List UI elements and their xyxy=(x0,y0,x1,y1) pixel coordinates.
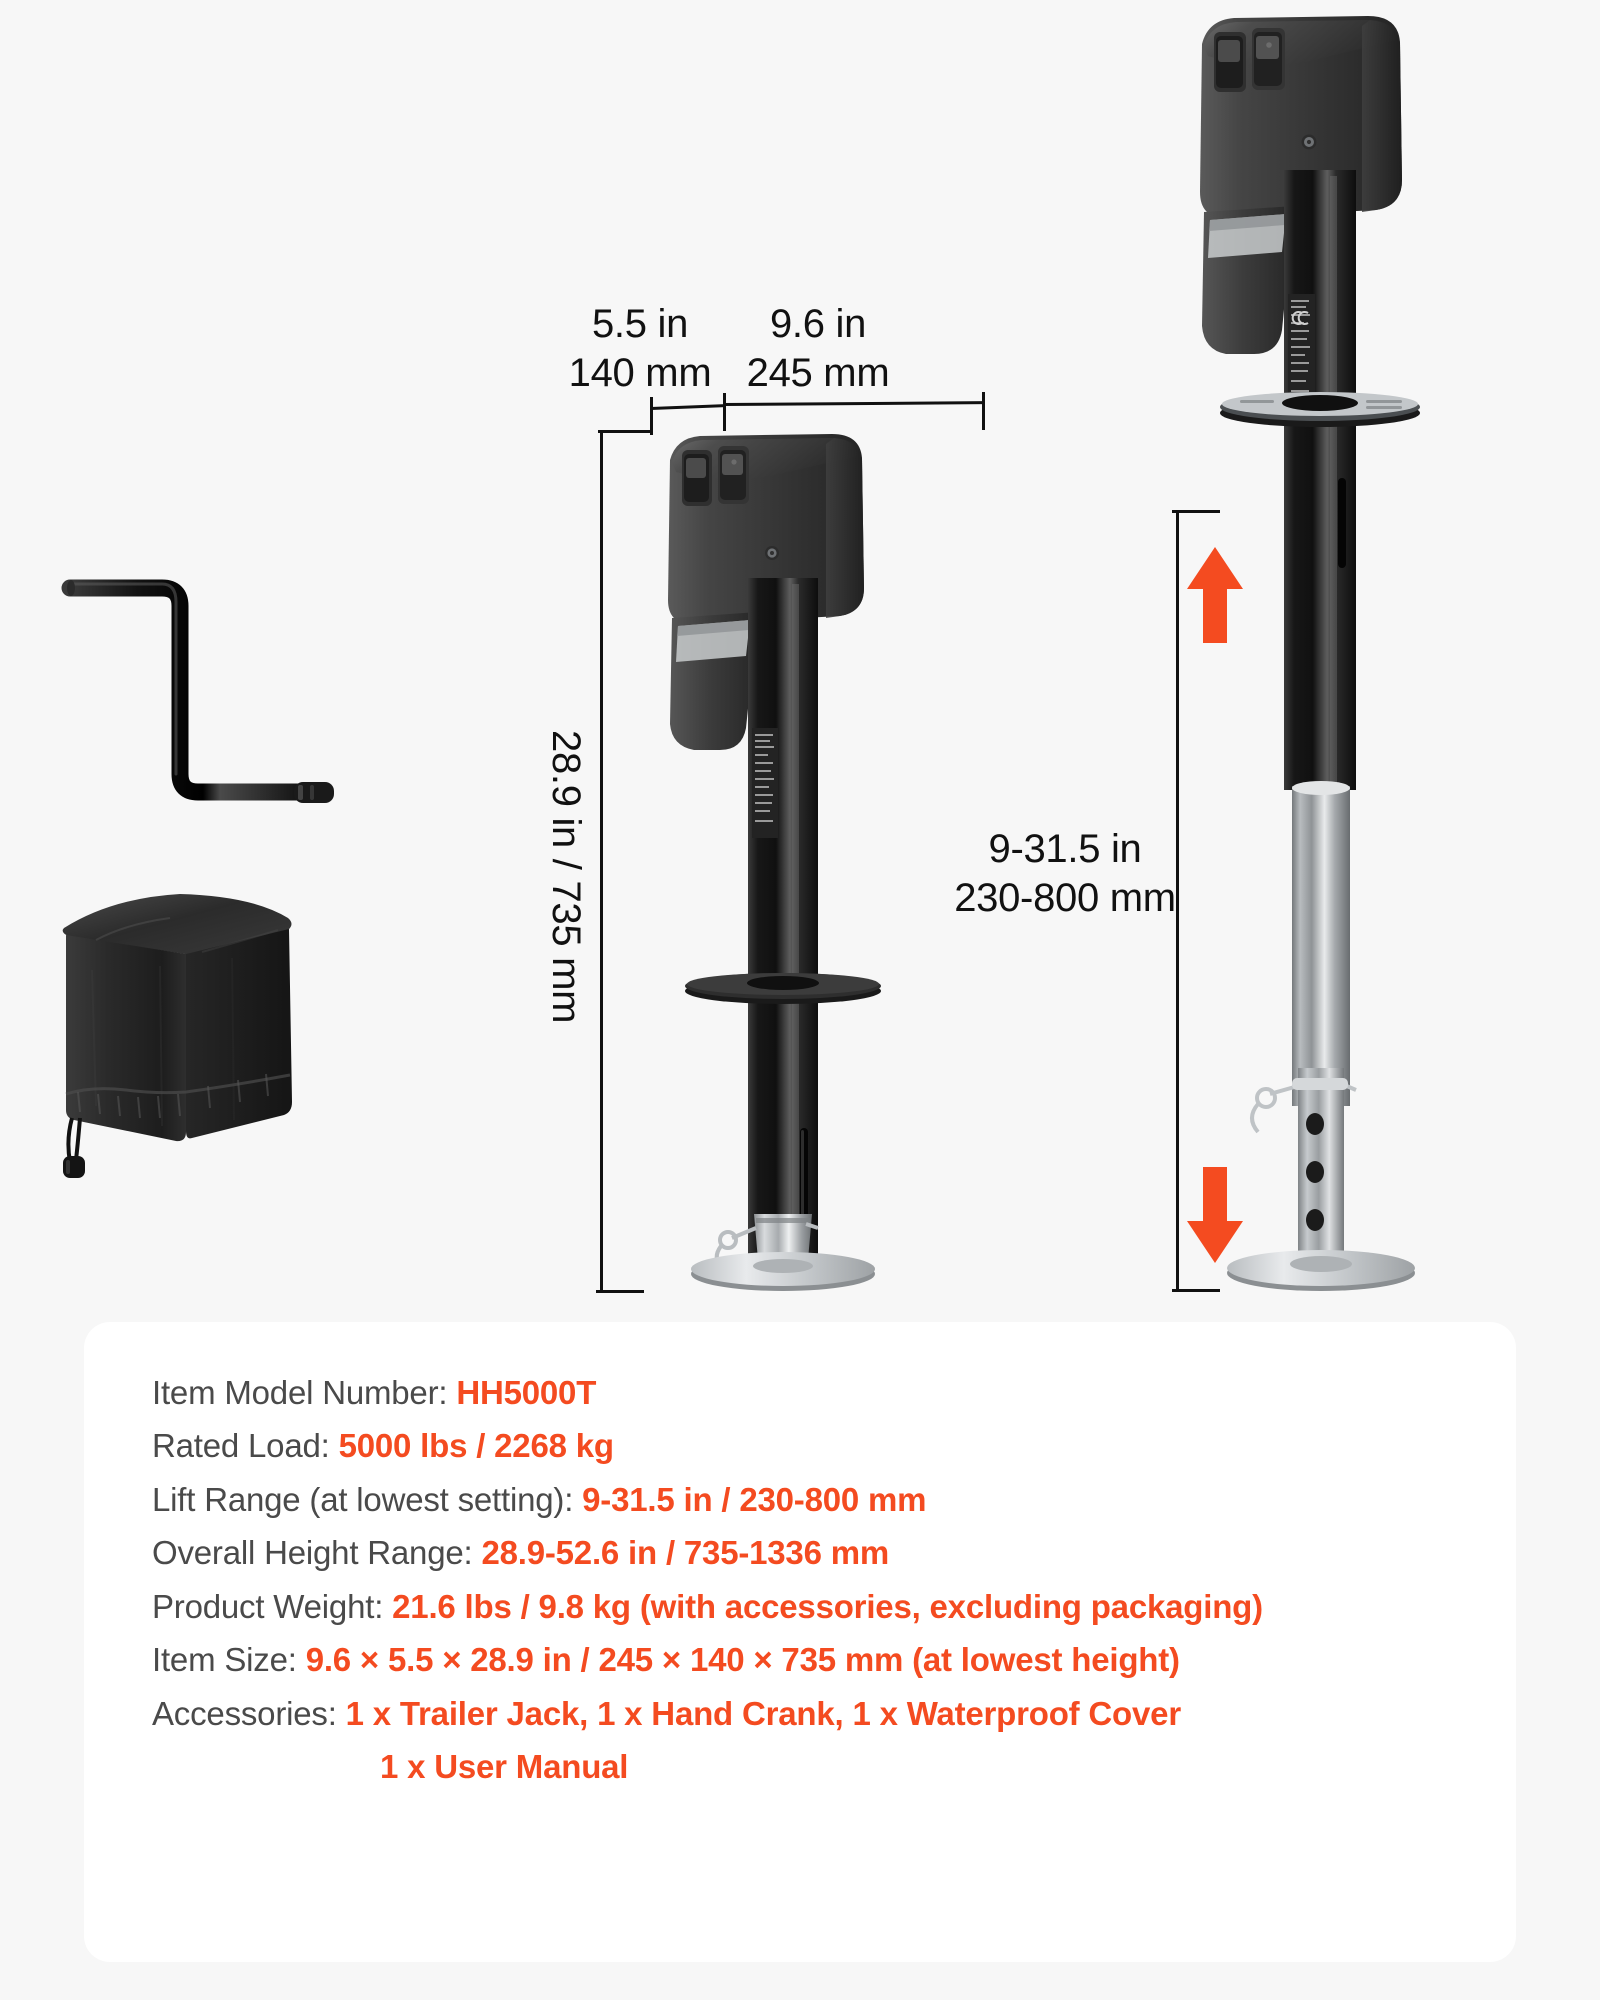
spec-row-rated-load xyxy=(152,1419,1486,1472)
adjustment-holes xyxy=(1306,1113,1324,1231)
width-front-dimension-line xyxy=(724,401,984,406)
spec-value-weight: 21.6 lbs / 9.8 kg (with accessories, excluding packaging) xyxy=(392,1587,1263,1625)
foot-plate xyxy=(1227,1250,1415,1291)
lift-range-tick-top xyxy=(1172,510,1220,513)
lift-range-label: 9-31.5 in 230-800 mm xyxy=(954,827,1176,920)
spec-value-item-size: 9.6 × 5.5 × 28.9 in / 245 × 140 × 735 mm (at lowest height) xyxy=(305,1641,1180,1679)
spec-label-accessories: Accessories: xyxy=(152,1694,346,1732)
spec-row-weight xyxy=(152,1580,1486,1633)
spec-label-weight: Product Weight: xyxy=(152,1587,393,1625)
spec-label-item-size: Item Size: xyxy=(152,1641,306,1679)
up-arrow-icon xyxy=(1185,545,1245,645)
spec-value-accessories-continued: 1 x User Manual xyxy=(380,1748,629,1786)
spec-value-height-range: 28.9-52.6 in / 735-1336 mm xyxy=(481,1534,889,1572)
down-arrow-icon xyxy=(1185,1165,1245,1265)
dim-tick-right xyxy=(982,392,985,430)
mounting-collar xyxy=(685,973,881,1004)
spec-value-rated-load: 5000 lbs / 2268 kg xyxy=(338,1427,614,1465)
foot-plate xyxy=(691,1252,875,1291)
mounting-collar xyxy=(1220,392,1420,427)
spec-row-item-size xyxy=(152,1633,1486,1686)
spec-value-accessories: 1 x Trailer Jack, 1 x Hand Crank, 1 x Waterproof Cover xyxy=(345,1694,1181,1732)
width-front-dimension-label: 9.6 in 245 mm xyxy=(746,302,890,395)
product-label-sticker xyxy=(1288,294,1315,406)
trailer-jack-extended-illustration xyxy=(1150,8,1490,1298)
spec-label-lift-range: Lift Range (at lowest setting): xyxy=(152,1480,583,1518)
lift-range-tick-bottom xyxy=(1172,1289,1220,1292)
specification-card xyxy=(84,1322,1516,1962)
hand-crank-illustration xyxy=(46,560,346,820)
overall-height-label: 28.9 in / 735 mm xyxy=(544,730,588,1024)
product-label-sticker xyxy=(752,728,778,838)
spec-row-model xyxy=(152,1366,1486,1419)
specification-list xyxy=(152,1366,1486,1794)
dim-tick-mid xyxy=(723,393,726,431)
spec-row-accessories xyxy=(152,1687,1486,1740)
spec-value-lift-range: 9-31.5 in / 230-800 mm xyxy=(582,1480,927,1518)
spec-value-model: HH5000T xyxy=(456,1374,597,1411)
overall-height-dimension-line xyxy=(600,430,603,1292)
spec-label-model: Item Model Number: xyxy=(152,1374,457,1411)
spec-label-rated-load: Rated Load: xyxy=(152,1427,339,1465)
spec-row-lift-range xyxy=(152,1473,1486,1526)
spec-row-height-range xyxy=(152,1526,1486,1579)
width-side-dimension-label: 5.5 in 140 mm xyxy=(568,302,712,395)
spec-row-accessories-continued xyxy=(152,1740,1486,1793)
trailer-jack-retracted-illustration xyxy=(620,428,950,1294)
spec-label-height-range: Overall Height Range: xyxy=(152,1534,482,1572)
width-side-dimension-line xyxy=(651,404,725,410)
waterproof-cover-illustration xyxy=(52,880,352,1190)
